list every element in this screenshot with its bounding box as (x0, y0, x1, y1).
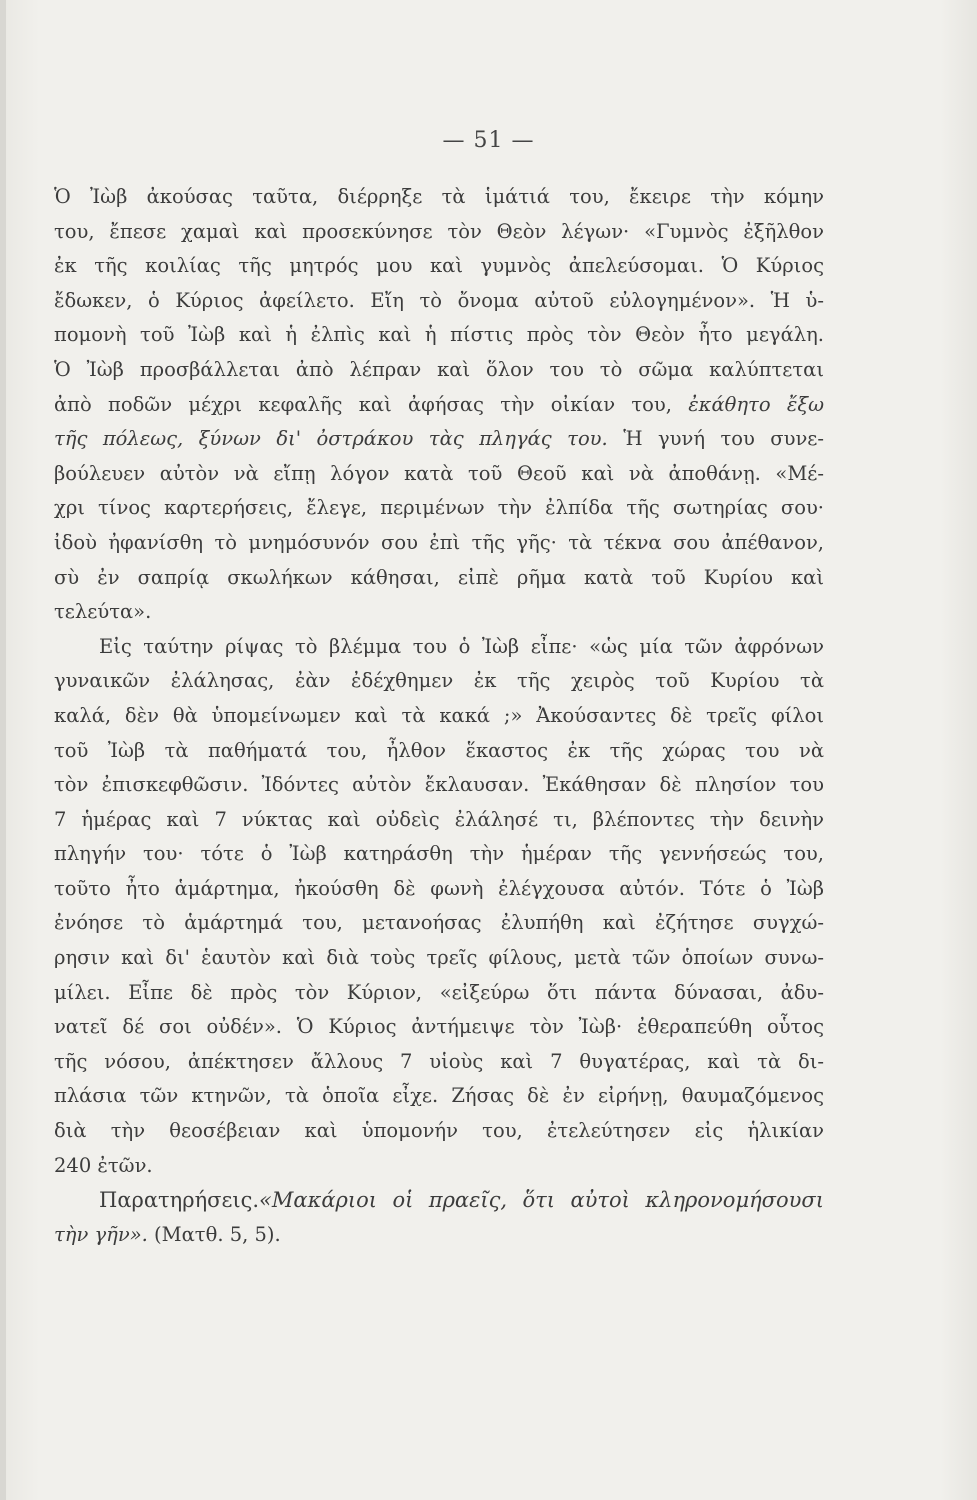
text-line (54, 1149, 824, 1184)
remarks-quote: «Μακάριοι οἱ πραεῖς, ὅτι αὐτοὶ κληρονομήσουσι (259, 1188, 824, 1213)
line-text: ρησιν καὶ δι' ἑαυτὸν καὶ διὰ τοὺς τρεῖς φίλους, μετὰ τῶν ὁποίων συνω- (54, 946, 824, 970)
text-line (54, 595, 824, 630)
line-text: τοῦτο ἦτο ἁμάρτημα, ἠκούσθη δὲ φωνὴ ἐλέγχουσα αὐτόν. Τότε ὁ Ἰὼβ (54, 876, 824, 900)
text-line (54, 284, 824, 319)
text-line (54, 768, 824, 803)
line-text: σὺ ἐν σαπρίᾳ σκωλήκων κάθησαι, εἰπὲ ρῆμα κατὰ τοῦ Κυρίου καὶ (54, 565, 824, 589)
line-text: 240 ἐτῶν. (54, 1153, 153, 1177)
text-line (54, 215, 824, 250)
line-text: τοῦ Ἰὼβ τὰ παθήματά του, ἦλθον ἕκαστος ἐκ τῆς χώρας του νὰ (54, 738, 824, 762)
page-number: — 51 — (442, 128, 535, 153)
text-line (54, 561, 824, 596)
text-line (54, 318, 824, 353)
line-text: τελεύτα». (54, 600, 152, 624)
text-line (54, 1010, 824, 1045)
citation-text: (Ματθ. 5, 5). (147, 1222, 281, 1246)
text-line (54, 699, 824, 734)
text-line (54, 872, 824, 907)
line-text: νατεῖ δέ σοι οὐδέν». Ὁ Κύριος ἀντήμειψε τὸν Ἰὼβ· ἐθεραπεύθη οὗτος (54, 1015, 824, 1039)
line-text: τῆς νόσου, ἀπέκτησεν ἄλλους 7 υἱοὺς καὶ 7 θυγατέρας, καὶ τὰ δι- (54, 1049, 824, 1073)
line-text: ἐκ τῆς κοιλίας τῆς μητρός μου καὶ γυμνὸς ἀπελεύσομαι. Ὁ Κύριος (54, 254, 824, 278)
line-text: πληγήν του· τότε ὁ Ἰὼβ κατηράσθη τὴν ἡμέραν τῆς γεννήσεώς του, (54, 842, 824, 866)
text-line (54, 249, 824, 284)
remarks-quote: τὴν γῆν». (54, 1222, 148, 1246)
line-text: μίλει. Εἶπε δὲ πρὸς τὸν Κύριον, «εἰξεύρω ὅτι πάντα δύνασαι, ἀδυ- (54, 980, 824, 1004)
text-line (54, 491, 824, 526)
text-line (54, 664, 824, 699)
text-line (54, 1079, 824, 1114)
text-line (54, 976, 824, 1011)
line-text: γυναικῶν ἐλάλησας, ἐὰν ἐδέχθημεν ἐκ τῆς χειρὸς τοῦ Κυρίου τὰ (54, 669, 824, 693)
text-line (54, 941, 824, 976)
line-text: πλάσια τῶν κτηνῶν, τὰ ὁποῖα εἶχε. Ζήσας δὲ ἐν εἰρήνῃ, θαυμαζόμενος (54, 1084, 824, 1108)
text-line (54, 457, 824, 492)
text-line (54, 803, 824, 838)
line-text: διὰ τὴν θεοσέβειαν καὶ ὑπομονήν του, ἐτελεύτησεν εἰς ἡλικίαν (54, 1119, 824, 1143)
line-text: ἀπὸ ποδῶν μέχρι κεφαλῆς καὶ ἀφήσας τὴν οἰκίαν του, (54, 392, 672, 416)
text-line (54, 630, 824, 665)
line-italic-text: ἐκάθητο ἔξω (688, 392, 824, 416)
text-line (54, 180, 824, 215)
text-line (54, 1114, 824, 1149)
remarks-line (54, 1183, 824, 1218)
line-text: του, ἔπεσε χαμαὶ καὶ προσεκύνησε τὸν Θεὸν λέγων· «Γυμνὸς ἐξῆλθον (54, 219, 824, 243)
text-line (54, 388, 824, 423)
line-text: τὸν ἐπισκεφθῶσιν. Ἰδόντες αὐτὸν ἔκλαυσαν. Ἐκάθησαν δὲ πλησίον του (54, 773, 824, 797)
line-text: Ὁ Ἰὼβ ἀκούσας ταῦτα, διέρρηξε τὰ ἱμάτιά του, ἔκειρε τὴν κόμην (54, 185, 824, 208)
text-line (54, 837, 824, 872)
line-text: καλά, δὲν θὰ ὑπομείνωμεν καὶ τὰ κακά ;» Ἀκούσαντες δὲ τρεῖς φίλοι (54, 703, 824, 727)
line-text: πομονὴ τοῦ Ἰὼβ καὶ ἡ ἐλπὶς καὶ ἡ πίστις πρὸς τὸν Θεὸν ἦτο μεγάλη. (54, 323, 824, 347)
page-edge-shadow (0, 0, 6, 1500)
line-text: Ἡ γυνή του συνε- (623, 427, 824, 451)
line-text: ἰδοὺ ἠφανίσθη τὸ μνημόσυνόν σου ἐπὶ τῆς γῆς· τὰ τέκνα σου ἀπέθανον, (54, 530, 824, 554)
line-italic-text: τῆς πόλεως, ξύνων δι' ὀστράκου τὰς πληγάς του. (54, 427, 608, 451)
text-line (54, 353, 824, 388)
text-line (54, 422, 824, 457)
remarks-label: Παρατηρήσεις. (99, 1188, 260, 1213)
line-text: Ὁ Ἰὼβ προσβάλλεται ἀπὸ λέπραν καὶ ὅλον του τὸ σῶμα καλύπτεται (54, 357, 824, 381)
remarks-line (54, 1218, 824, 1253)
line-text: Εἰς ταύτην ρίψας τὸ βλέμμα του ὁ Ἰὼβ εἶπε· «ὡς μία τῶν ἀφρόνων (99, 634, 824, 658)
text-line (54, 734, 824, 769)
line-text: βούλευεν αὐτὸν νὰ εἴπῃ λόγον κατὰ τοῦ Θεοῦ καὶ νὰ ἀποθάνῃ. «Μέ- (54, 461, 824, 485)
text-line (54, 906, 824, 941)
line-text: χρι τίνος καρτερήσεις, ἔλεγε, περιμένων τὴν ἐλπίδα τῆς σωτηρίας σου· (54, 496, 824, 520)
text-line (54, 1045, 824, 1080)
line-text: 7 ἡμέρας καὶ 7 νύκτας καὶ οὐδεὶς ἐλάλησέ τι, βλέποντες τὴν δεινὴν (54, 807, 824, 831)
text-line (54, 526, 824, 561)
body-text (54, 180, 824, 1252)
line-text: ἐνόησε τὸ ἁμάρτημά του, μετανοήσας ἐλυπήθη καὶ ἐζήτησε συγχώ- (54, 911, 824, 935)
line-text: ἔδωκεν, ὁ Κύριος ἀφείλετο. Εἴη τὸ ὄνομα αὐτοῦ εὐλογημένον». Ἡ ὑ- (54, 288, 824, 312)
